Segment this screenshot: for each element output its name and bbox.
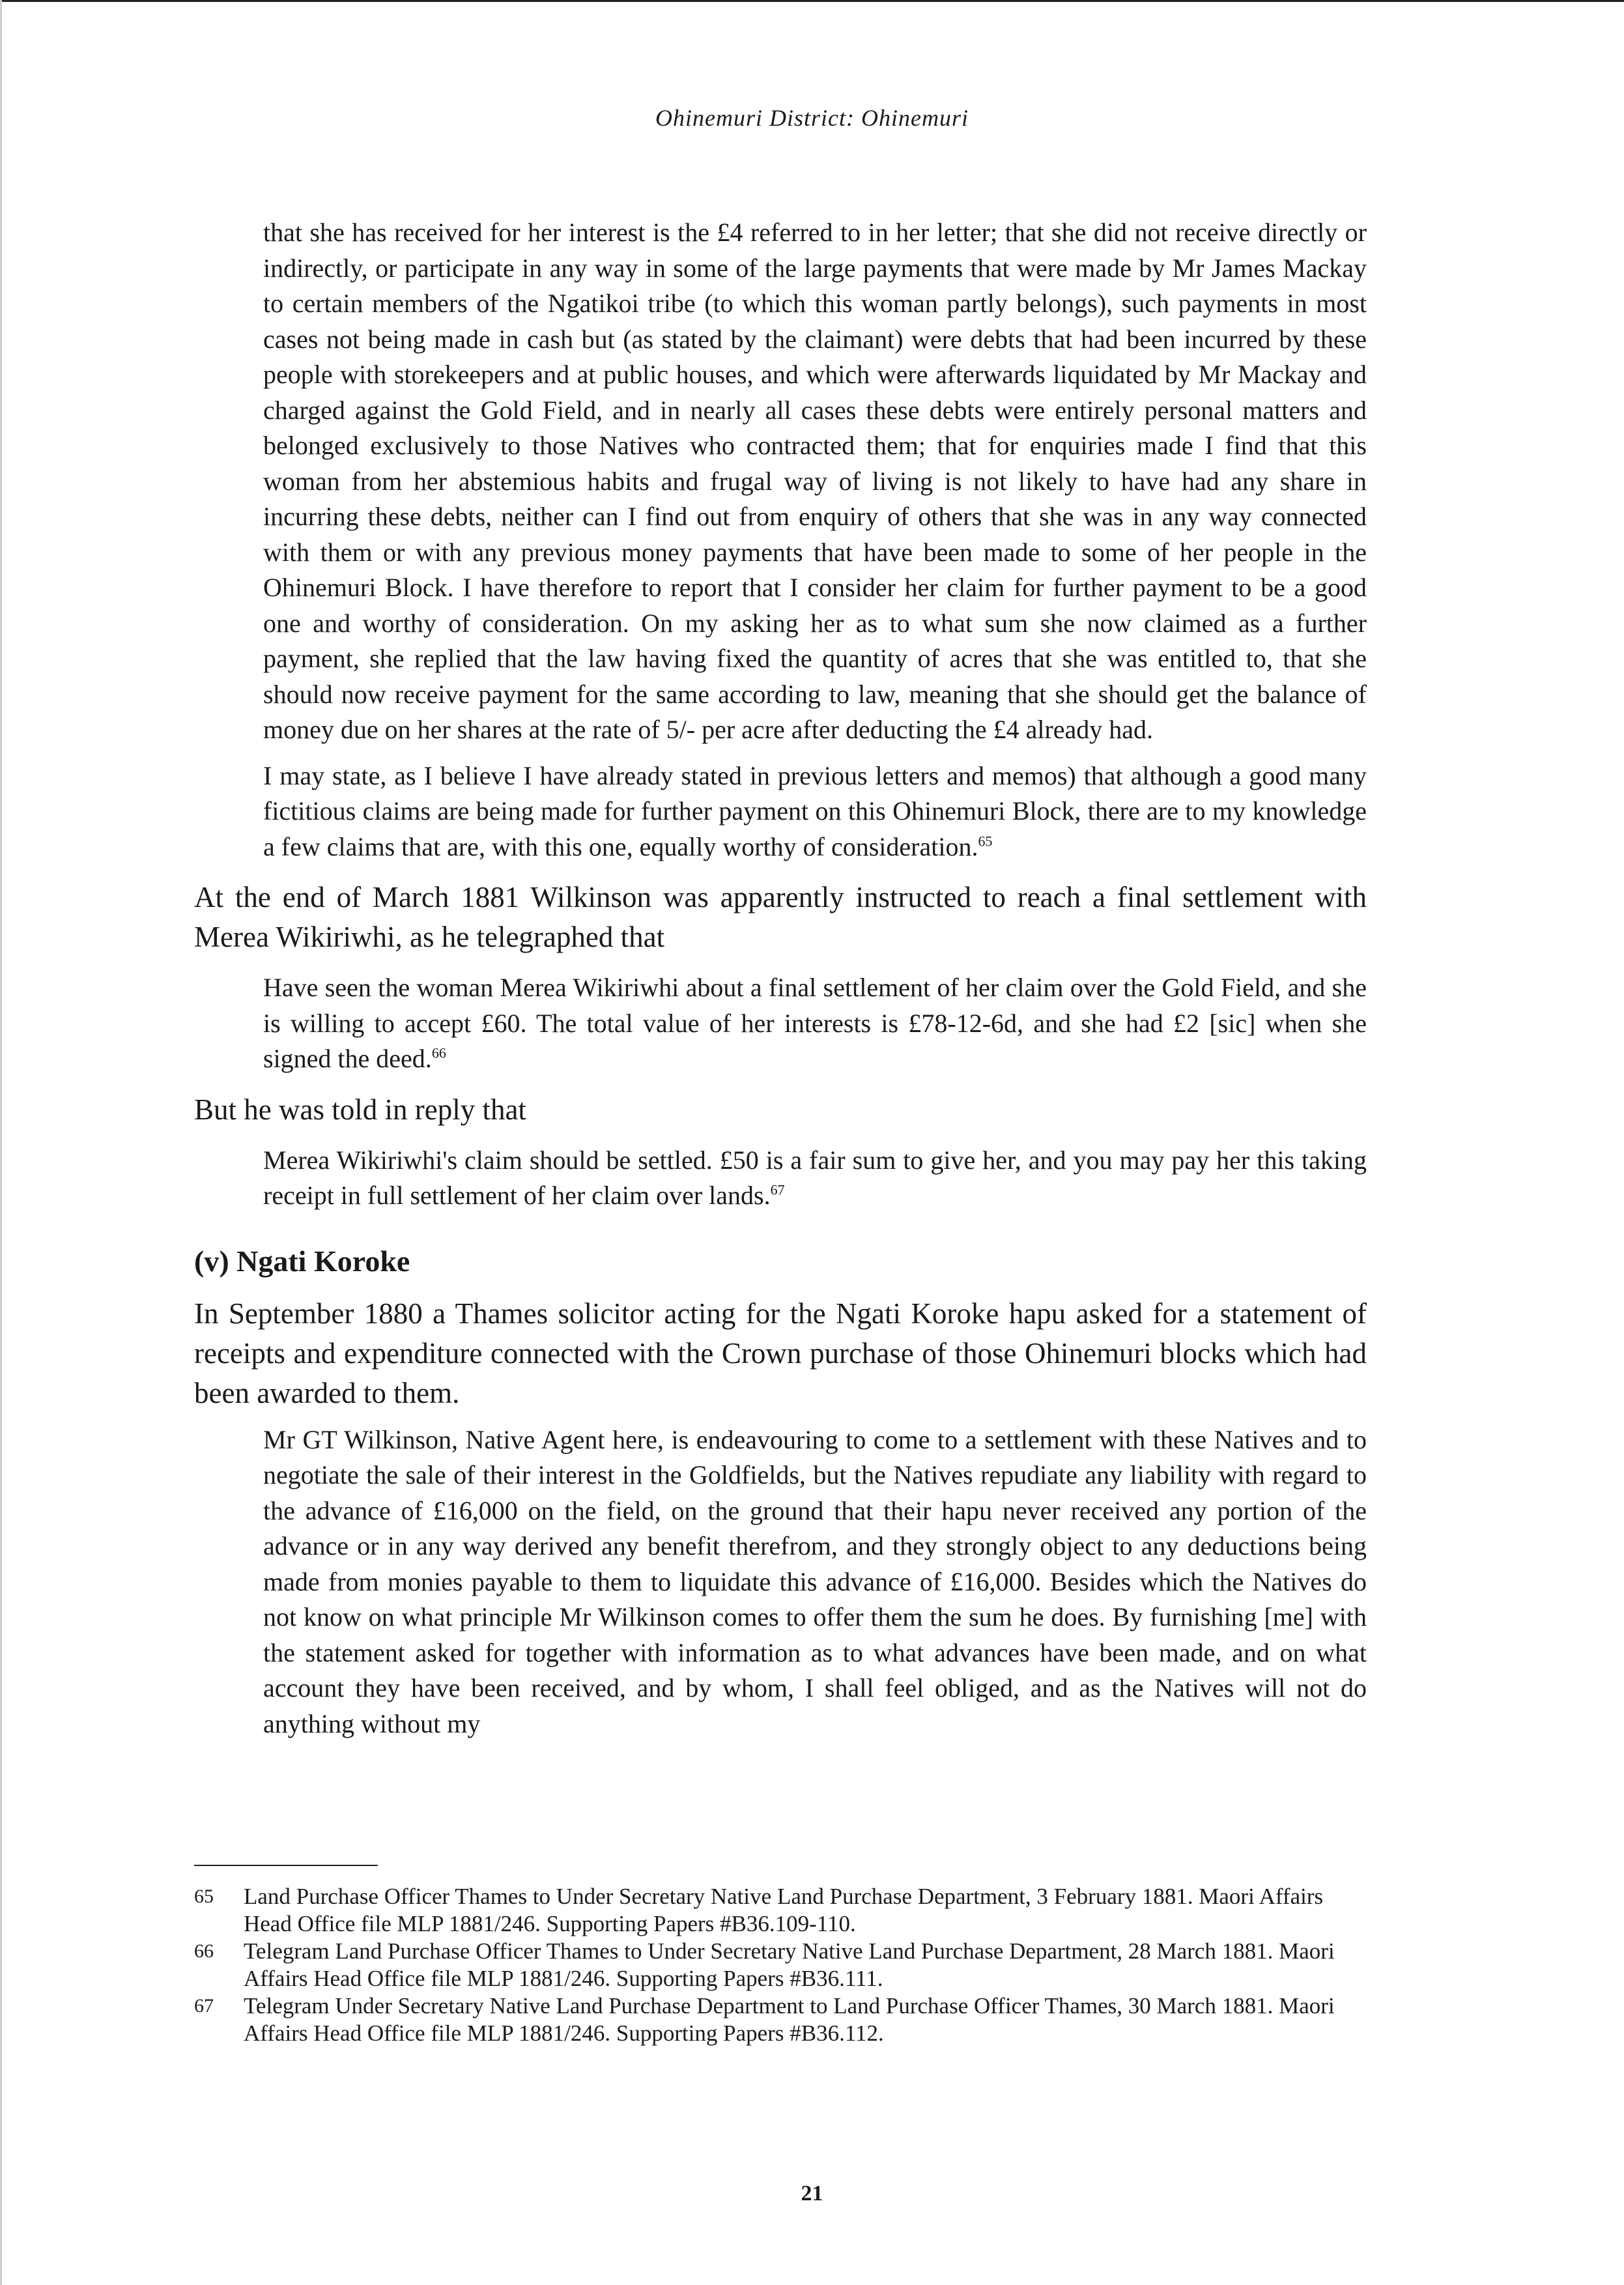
block-quote-4 <box>263 1143 1367 1214</box>
block-quote-5 <box>263 1422 1367 1742</box>
main-text <box>194 215 1367 1742</box>
footnote-number: 66 <box>194 1940 214 1962</box>
top-border <box>0 0 1624 2</box>
footnote-ref-65[interactable]: 65 <box>978 833 993 850</box>
block-quote-5-text: Mr GT Wilkinson, Native Agent here, is endeavouring to come to a settlement with these Natives and to negotiate the sale of their interest in the Goldfields, but the Natives repudiate any liability with regard to the advance of £16,000 on the field, on the ground that their hapu never received any portion of the advance or in any way derived any benefit therefrom, and they strongly object to any deductions being made from monies payable to them to liquidate this advance of £16,000. Besides which the Natives do not know on what principle Mr Wilkinson comes to offer them the sum he does. By furnishing [me] with the statement asked for together with information as to what advances have been made, and on what account they have been received, and by whom, I shall feel obliged, and as the Natives will not do anything without my <box>263 1424 1367 1738</box>
block-quote-2 <box>263 758 1367 865</box>
page-number: 21 <box>801 2181 823 2206</box>
footnote-ref-66[interactable]: 66 <box>431 1044 446 1061</box>
running-header: Ohinemuri District: Ohinemuri <box>655 105 969 131</box>
block-quote-3 <box>263 970 1367 1077</box>
block-quote-3-text: Have seen the woman Merea Wikiriwhi about a final settlement of her claim over the Gold Field, and she is willing to accept £60. The total value of her interests is £78-12-6d, and she had £2 [sic] when she signed the deed. <box>263 973 1367 1073</box>
footnote-ref-67[interactable]: 67 <box>770 1181 785 1198</box>
footnote-number: 65 <box>194 1886 214 1907</box>
block-quote-1 <box>263 215 1367 748</box>
footnote-66 <box>194 1938 1367 1992</box>
footnote-67 <box>194 1992 1367 2047</box>
footnote-text: Telegram Land Purchase Officer Thames to Under Secretary Native Land Purchase Department, 28 March 1881. Maori Affairs Head Office file MLP 1881/246. Supporting Papers #B36.111. <box>244 1938 1335 1991</box>
left-edge <box>0 0 2 2285</box>
footnote-text: Telegram Under Secretary Native Land Purchase Department to Land Purchase Officer Thames, 30 March 1881. Maori Affairs Head Office file MLP 1881/246. Supporting Papers #B36.112. <box>244 1993 1335 2046</box>
body-paragraph-1: At the end of March 1881 Wilkinson was apparently instructed to reach a final settlement with Merea Wikiriwhi, as he telegraphed that <box>194 881 1367 953</box>
footnote-text: Land Purchase Officer Thames to Under Secretary Native Land Purchase Department, 3 February 1881. Maori Affairs Head Office file MLP 1881/246. Supporting Papers #B36.109-110. <box>244 1884 1324 1936</box>
block-quote-4-text: Merea Wikiriwhi's claim should be settled. £50 is a fair sum to give her, and you may pay her this taking receipt in full settlement of her claim over lands. <box>263 1145 1367 1210</box>
section-heading: (v) Ngati Koroke <box>194 1244 410 1278</box>
footnote-65 <box>194 1883 1367 1938</box>
body-paragraph-2: But he was told in reply that <box>194 1093 526 1126</box>
body-paragraph-3: In September 1880 a Thames solicitor acting for the Ngati Koroke hapu asked for a statement of receipts and expenditure connected with the Crown purchase of those Ohinemuri blocks which had been awarded to them. <box>194 1297 1367 1409</box>
footnote-separator <box>194 1865 378 1866</box>
footnote-number: 67 <box>194 1995 214 2017</box>
block-quote-1-text: that she has received for her interest is the £4 referred to in her letter; that she did not receive directly or indirectly, or participate in any way in some of the large payments that were made by Mr James Mackay to certain members of the Ngatikoi tribe (to which this woman partly belongs), such payments in most cases not being made in cash but (as stated by the claimant) were debts that had been incurred by these people with storekeepers and at public houses, and which were afterwards liquidated by Mr Mackay and charged against the Gold Field, and in nearly all cases these debts were entirely personal matters and belonged exclusively to those Natives who contracted them; that for enquiries made I find that this woman from her abstemious habits and frugal way of living is not likely to have had any share in incurring these debts, neither can I find out from enquiry of others that she was in any way connected with them or with any previous money payments that have been made to some of her people in the Ohinemuri Block. I have therefore to report that I consider her claim for further payment to be a good one and worthy of consideration. On my asking her as to what sum she now claimed as a further payment, she replied that the law having fixed the quantity of acres that she was entitled to, that she should now receive payment for the same according to law, meaning that she should get the balance of money due on her shares at the rate of 5/- per acre after deducting the £4 already had. <box>263 218 1367 744</box>
footnotes <box>194 1883 1367 2047</box>
block-quote-2-text: I may state, as I believe I have already stated in previous letters and memos) that although a good many fictitious claims are being made for further payment on this Ohinemuri Block, there are to my knowledge a few claims that are, with this one, equally worthy of consideration. <box>263 760 1367 861</box>
